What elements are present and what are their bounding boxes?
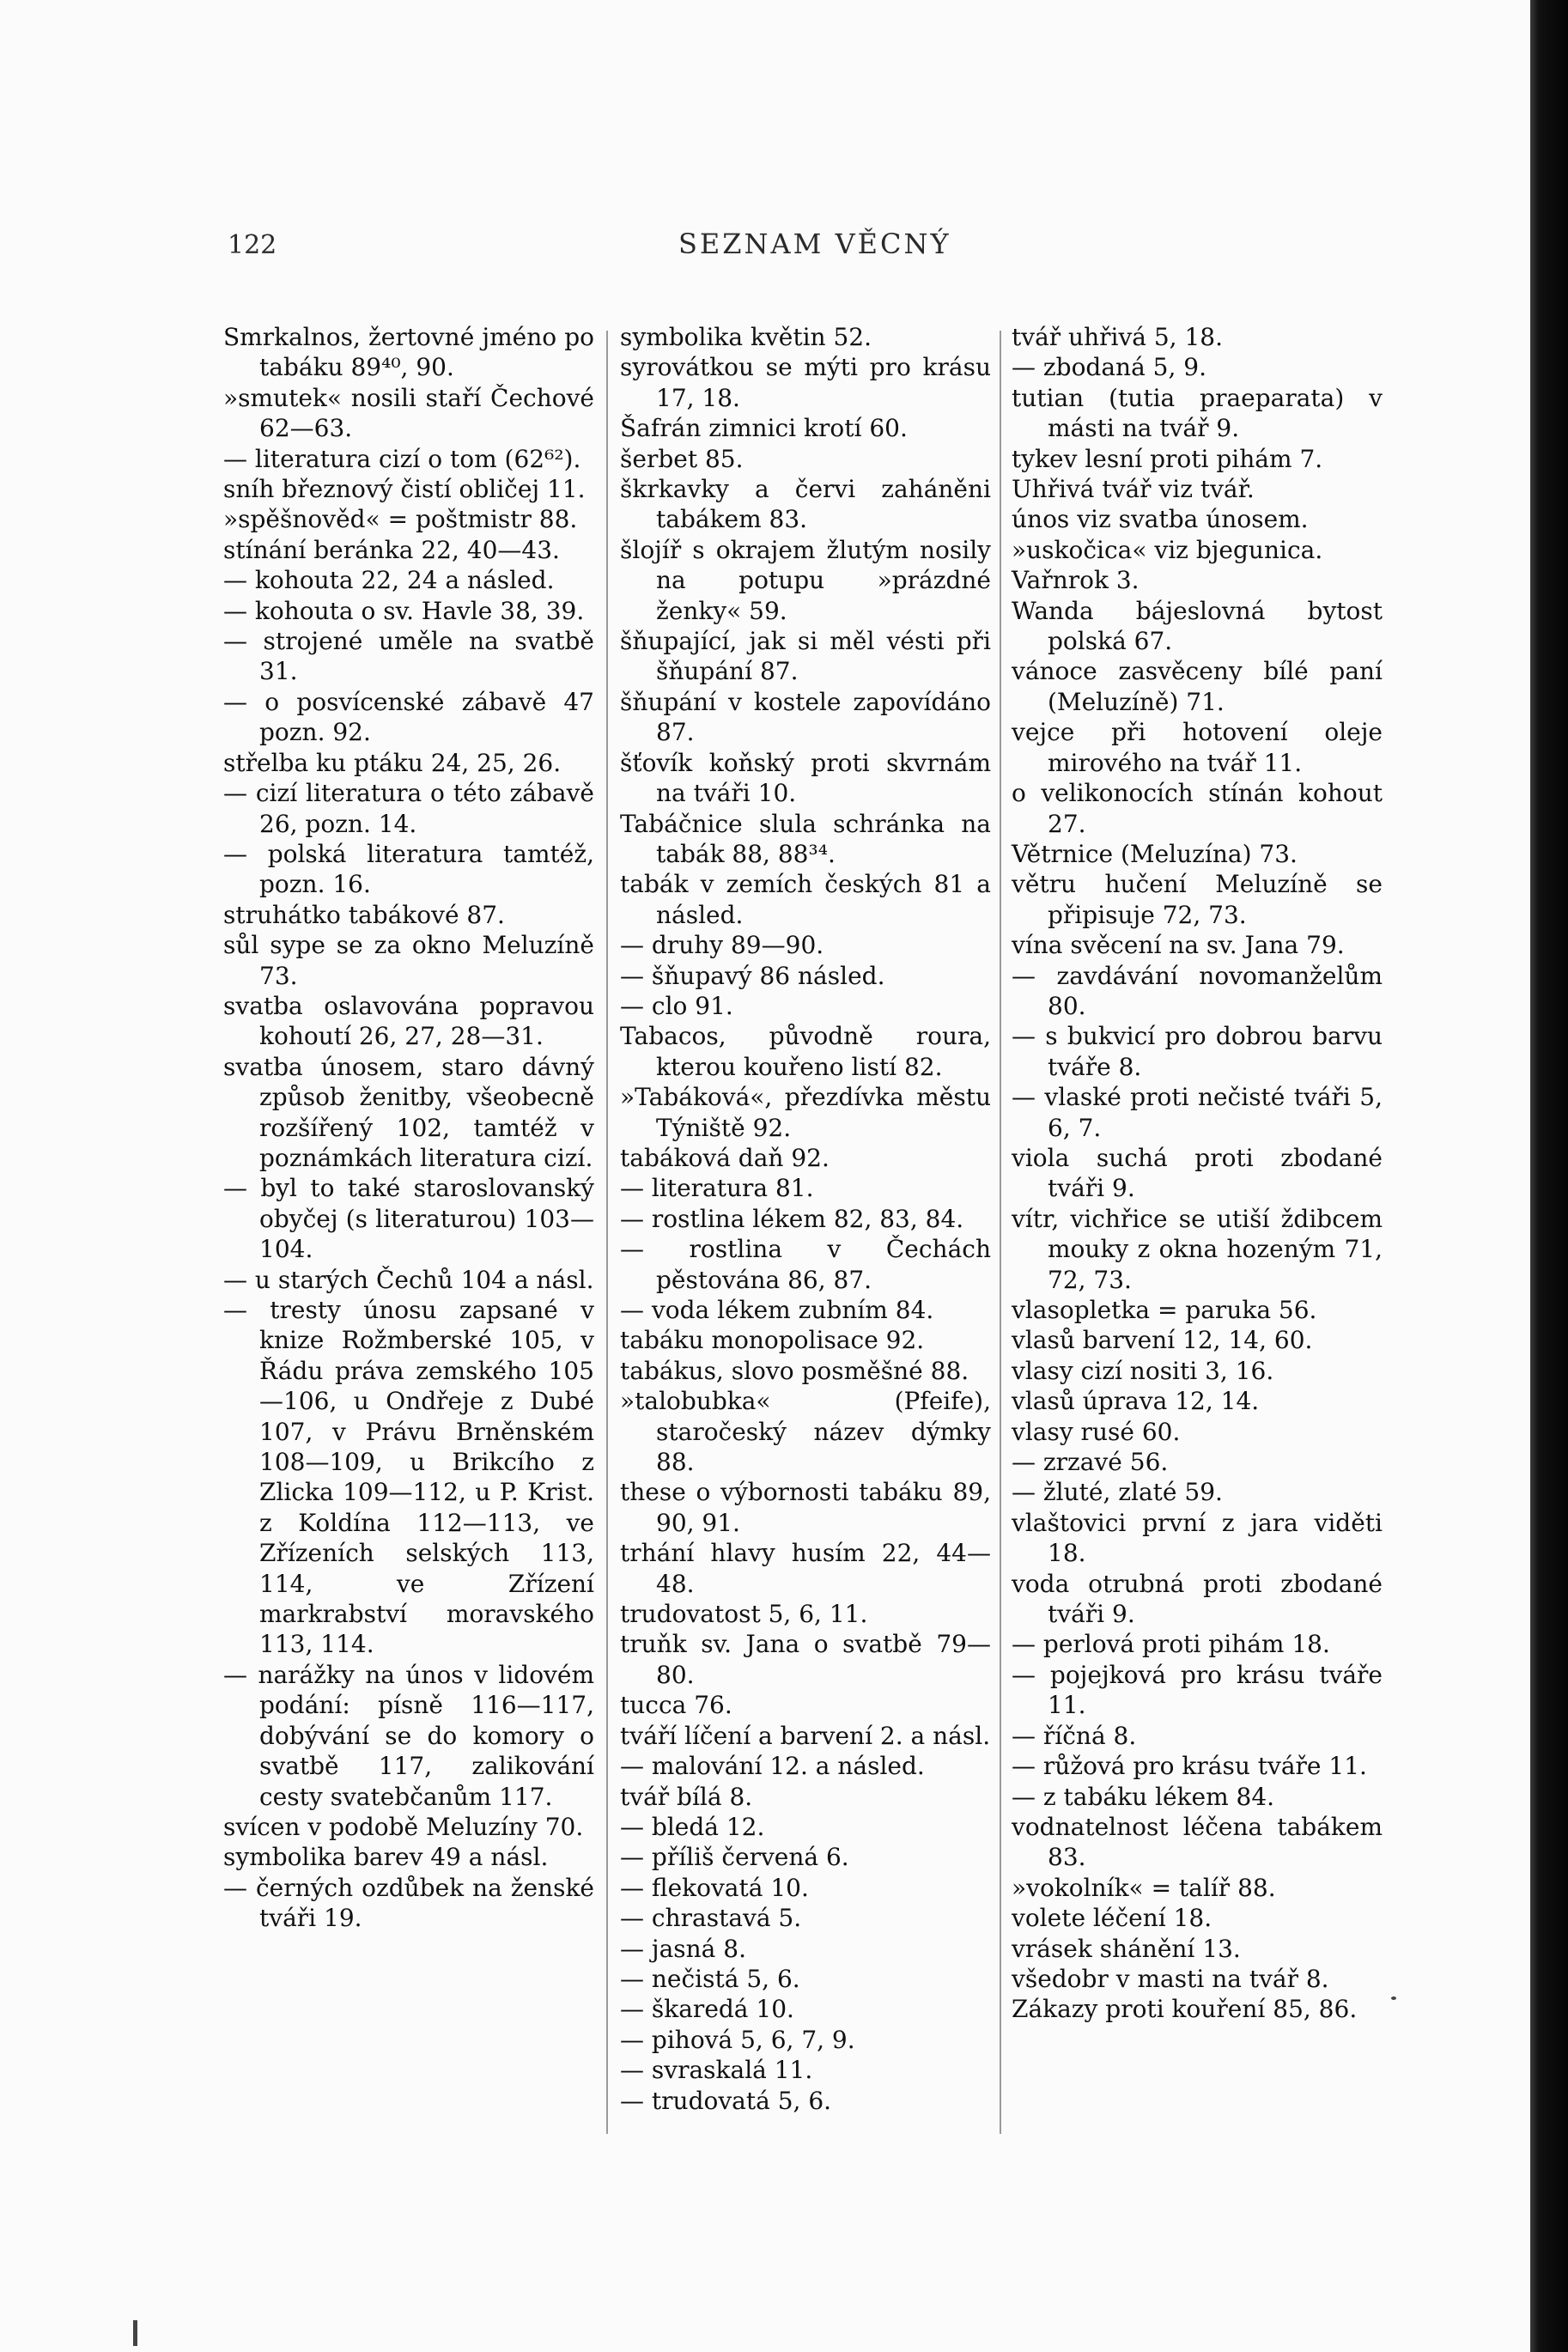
index-entry: »Tabáková«, přezdívka městu Týniště 92. bbox=[620, 1083, 991, 1142]
index-entry: »uskočica« viz bjegunica. bbox=[1012, 535, 1323, 564]
index-entry: — z tabáku lékem 84. bbox=[1012, 1782, 1275, 1811]
index-entry: stínání beránka 22, 40—43. bbox=[223, 535, 560, 564]
index-entry: Vařnrok 3. bbox=[1012, 566, 1140, 595]
index-entry: Šafrán zimnici krotí 60. bbox=[620, 414, 908, 443]
index-entry: vlasů barvení 12, 14, 60. bbox=[1012, 1326, 1313, 1355]
index-column-3 bbox=[1012, 322, 1383, 2025]
index-column-1 bbox=[223, 322, 594, 1934]
index-entry: — škaredá 10. bbox=[620, 1995, 794, 2024]
index-entry: — svraskalá 11. bbox=[620, 2056, 813, 2085]
index-entry: svícen v podobě Meluzíny 70. bbox=[223, 1812, 584, 1841]
index-entry: vrásek shánění 13. bbox=[1012, 1934, 1241, 1963]
index-entry: — zrzavé 56. bbox=[1012, 1448, 1169, 1477]
index-entry: — chrastavá 5. bbox=[620, 1904, 802, 1933]
index-entry: symbolika květin 52. bbox=[620, 323, 872, 351]
index-entry: — literatura 81. bbox=[620, 1174, 814, 1203]
index-entry: truňk sv. Jana o svatbě 79—80. bbox=[620, 1630, 991, 1689]
index-entry: Wanda bájeslovná bytost polská 67. bbox=[1012, 596, 1383, 656]
page-number: 122 bbox=[228, 230, 277, 260]
index-column-2 bbox=[620, 322, 991, 2116]
index-entry: Smrkalnos, žertovné jméno po tabáku 89⁴⁰, 90. bbox=[223, 323, 594, 382]
index-entry: tucca 76. bbox=[620, 1691, 732, 1720]
index-entry: — růžová pro krásu tváře 11. bbox=[1012, 1752, 1367, 1781]
index-entry: šlojíř s okrajem žlutým nosily na potupu »prázdné ženky« 59. bbox=[620, 535, 991, 625]
index-entry: sůl sype se za okno Meluzíně 73. bbox=[223, 931, 594, 990]
index-entry: Zákazy proti kouření 85, 86. bbox=[1012, 1995, 1358, 2024]
running-header: SEZNAM VĚCNÝ bbox=[678, 228, 951, 260]
index-entry: větru hučení Meluzíně se připisuje 72, 73. bbox=[1012, 870, 1383, 929]
index-entry: Tabáčnice slula schránka na tabák 88, 88³⁴. bbox=[620, 809, 991, 868]
index-entry: vlasů úprava 12, 14. bbox=[1012, 1387, 1260, 1416]
index-entry: — rostlina v Čechách pěstována 86, 87. bbox=[620, 1235, 991, 1294]
index-entry: — tresty únosu zapsané v knize Rožmberské 105, v Řádu práva zemského 105—106, u Ondřeje z Dubé 107, v Právu Brněnském 108—109, u Brikcího z Zlicka 109—112, u P. Krist. z Koldína 112—113, ve Zřízeních selských 113, 114, ve Zřízení markrabství moravského 113, 114. bbox=[223, 1296, 594, 1659]
index-entry: — kohouta 22, 24 a násled. bbox=[223, 566, 555, 595]
index-entry: tváří líčení a barvení 2. a násl. bbox=[620, 1721, 991, 1750]
index-entry: — o posvícenské zábavě 47 pozn. 92. bbox=[223, 687, 594, 747]
index-entry: — s bukvicí pro dobrou barvu tváře 8. bbox=[1012, 1022, 1383, 1081]
index-entry: škrkavky a červi zaháněni tabákem 83. bbox=[620, 475, 991, 534]
index-entry: voda otrubná proti zbodané tváři 9. bbox=[1012, 1569, 1383, 1629]
index-entry: — polská literatura tamtéž, pozn. 16. bbox=[223, 839, 594, 899]
index-entry: sníh březnový čistí obličej 11. bbox=[223, 475, 586, 504]
index-entry: tutian (tutia praeparata) v másti na tvář 9. bbox=[1012, 383, 1383, 443]
index-entry: o velikonocích stínán kohout 27. bbox=[1012, 779, 1383, 838]
index-entry: tabákus, slovo posměšné 88. bbox=[620, 1356, 969, 1385]
index-entry: — trudovatá 5, 6. bbox=[620, 2086, 832, 2115]
index-entry: — narážky na únos v lidovém podání: písně 116—117, dobývání se do komory o svatbě 117, zalikování cesty svatebčanům 117. bbox=[223, 1660, 594, 1811]
index-entry: všedobr v masti na tvář 8. bbox=[1012, 1964, 1329, 1993]
index-entry: — druhy 89—90. bbox=[620, 931, 824, 960]
index-entry: vlasy rusé 60. bbox=[1012, 1417, 1181, 1446]
index-entry: šňupání v kostele zapovídáno 87. bbox=[620, 687, 991, 747]
index-entry: — říčná 8. bbox=[1012, 1721, 1137, 1750]
index-entry: — literatura cizí o tom (62⁶²). bbox=[223, 444, 581, 473]
index-entry: — strojené uměle na svatbě 31. bbox=[223, 627, 594, 686]
index-entry: Uhřivá tvář viz tvář. bbox=[1012, 475, 1255, 504]
index-entry: — u starých Čechů 104 a násl. bbox=[223, 1265, 594, 1294]
index-entry: — zavdávání novomanželům 80. bbox=[1012, 961, 1383, 1020]
index-entry: syrovátkou se mýti pro krásu 17, 18. bbox=[620, 353, 991, 412]
index-entry: tabák v zemích českých 81 a násled. bbox=[620, 870, 991, 929]
index-entry: — žluté, zlaté 59. bbox=[1012, 1478, 1223, 1507]
index-entry: vodnatelnost léčena tabákem 83. bbox=[1012, 1812, 1383, 1872]
index-entry: vejce při hotovení oleje mirového na tvář 11. bbox=[1012, 718, 1383, 777]
index-entry: — flekovatá 10. bbox=[620, 1873, 809, 1902]
index-entry: — bledá 12. bbox=[620, 1812, 765, 1841]
index-entry: — jasná 8. bbox=[620, 1934, 746, 1963]
scan-speck bbox=[133, 2320, 137, 2346]
index-entry: trudovatost 5, 6, 11. bbox=[620, 1600, 868, 1629]
index-entry: střelba ku ptáku 24, 25, 26. bbox=[223, 748, 562, 777]
index-entry: šťovík koňský proti skvrnám na tváři 10. bbox=[620, 748, 991, 808]
index-entry: »smutek« nosili staří Čechové 62—63. bbox=[223, 383, 594, 443]
index-entry: struhátko tabákové 87. bbox=[223, 900, 505, 929]
scan-speck bbox=[1391, 1996, 1396, 2000]
index-entry: únos viz svatba únosem. bbox=[1012, 505, 1309, 534]
index-entry: — malování 12. a násled. bbox=[620, 1752, 925, 1781]
index-entry: — pihová 5, 6, 7, 9. bbox=[620, 2025, 855, 2054]
index-entry: viola suchá proti zbodané tváři 9. bbox=[1012, 1143, 1383, 1203]
index-entry: tabáková daň 92. bbox=[620, 1143, 830, 1172]
index-entry: »vokolník« = talíř 88. bbox=[1012, 1873, 1276, 1902]
index-entry: vína svěcení na sv. Jana 79. bbox=[1012, 931, 1345, 960]
index-entry: svatba únosem, staro dávný způsob ženitby, všeobecně rozšířený 102, tamtéž v poznámkách literatura cizí. bbox=[223, 1052, 594, 1172]
index-entry: — černých ozdůbek na ženské tváři 19. bbox=[223, 1873, 594, 1933]
index-entry: tabáku monopolisace 92. bbox=[620, 1326, 925, 1355]
index-entry: šňupající, jak si měl vésti při šňupání 87. bbox=[620, 627, 991, 686]
index-entry: these o výbornosti tabáku 89, 90, 91. bbox=[620, 1478, 991, 1537]
index-entry: — perlová proti pihám 18. bbox=[1012, 1630, 1330, 1659]
index-entry: tykev lesní proti pihám 7. bbox=[1012, 444, 1323, 473]
index-entry: — rostlina lékem 82, 83, 84. bbox=[620, 1204, 964, 1233]
index-entry: — byl to také staroslovanský obyčej (s literaturou) 103—104. bbox=[223, 1174, 594, 1264]
index-entry: — nečistá 5, 6. bbox=[620, 1964, 800, 1993]
index-entry: — voda lékem zubním 84. bbox=[620, 1296, 934, 1324]
index-entry: »spěšnověd« = poštmistr 88. bbox=[223, 505, 578, 534]
index-entry: volete léčení 18. bbox=[1012, 1904, 1212, 1933]
index-entry: vánoce zasvěceny bílé paní (Meluzíně) 71. bbox=[1012, 657, 1383, 716]
index-entry: tvář bílá 8. bbox=[620, 1782, 753, 1811]
index-entry: šerbet 85. bbox=[620, 444, 744, 473]
index-entry: — šňupavý 86 násled. bbox=[620, 961, 885, 990]
index-entry: svatba oslavována popravou kohoutí 26, 27, 28—31. bbox=[223, 991, 594, 1051]
index-entry: vlasy cizí nositi 3, 16. bbox=[1012, 1356, 1274, 1385]
index-entry: vítr, vichřice se utiší ždibcem mouky z okna hozeným 71, 72, 73. bbox=[1012, 1204, 1383, 1294]
column-divider bbox=[1000, 331, 1001, 2134]
index-entry: Větrnice (Meluzína) 73. bbox=[1012, 839, 1298, 868]
column-divider bbox=[606, 331, 608, 2134]
index-entry: symbolika barev 49 a násl. bbox=[223, 1843, 549, 1872]
index-entry: — pojejková pro krásu tváře 11. bbox=[1012, 1660, 1383, 1720]
index-entry: vlaštovici první z jara viděti 18. bbox=[1012, 1508, 1383, 1568]
index-entry: tvář uhřivá 5, 18. bbox=[1012, 323, 1224, 351]
index-entry: Tabacos, původně roura, kterou kouřeno listí 82. bbox=[620, 1022, 991, 1081]
index-entry: — kohouta o sv. Havle 38, 39. bbox=[223, 596, 585, 625]
scan-edge bbox=[1530, 0, 1568, 2352]
index-entry: vlasopletka = paruka 56. bbox=[1012, 1296, 1317, 1324]
index-entry: trhání hlavy husím 22, 44—48. bbox=[620, 1539, 991, 1598]
index-entry: »talobubka« (Pfeife), staročeský název dýmky 88. bbox=[620, 1387, 991, 1477]
index-entry: — zbodaná 5, 9. bbox=[1012, 353, 1207, 382]
index-entry: — clo 91. bbox=[620, 991, 733, 1020]
index-entry: — příliš červená 6. bbox=[620, 1843, 849, 1872]
index-entry: — vlaské proti nečisté tváři 5, 6, 7. bbox=[1012, 1083, 1383, 1142]
index-entry: — cizí literatura o této zábavě 26, pozn. 14. bbox=[223, 779, 594, 838]
